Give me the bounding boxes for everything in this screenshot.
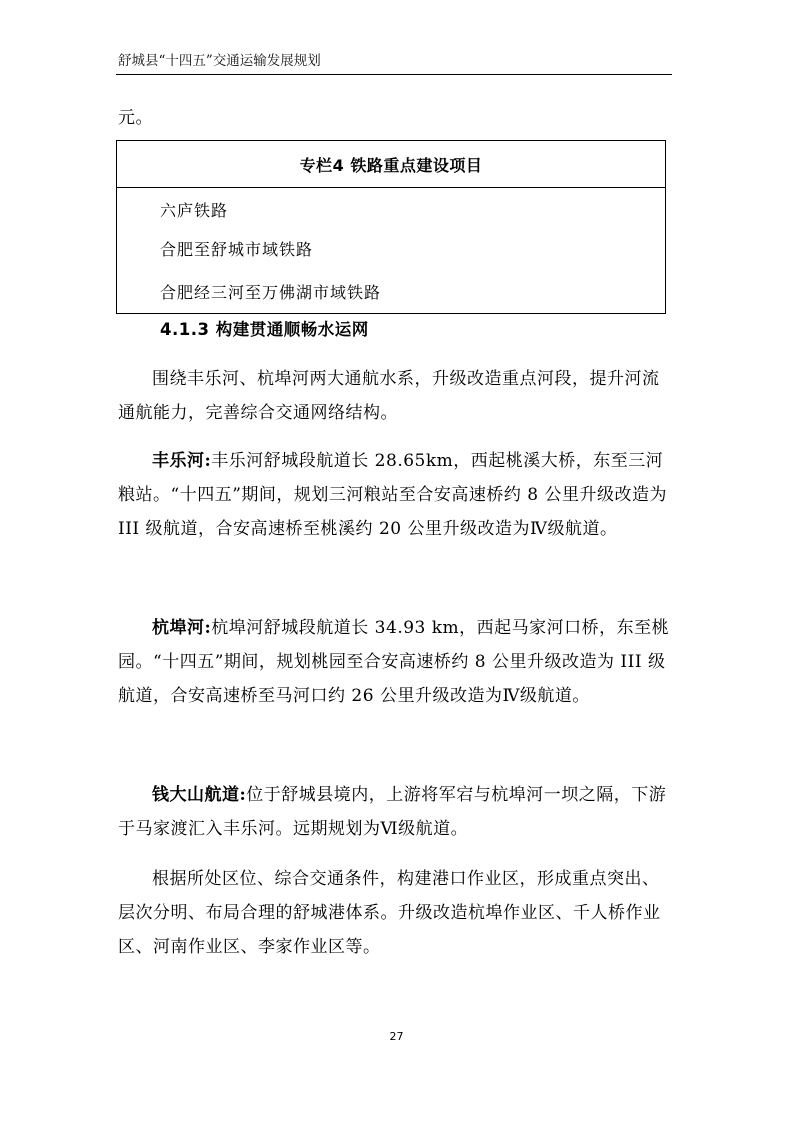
box-item: 六庐铁路 — [160, 201, 229, 220]
box-item: 合肥经三河至万佛湖市域铁路 — [160, 283, 382, 302]
page-number: 27 — [389, 1030, 404, 1043]
qiandashan-channel-text: 位于舒城县境内，上游将军宕与杭埠河一坝之隔，下游于马家渡汇入丰乐河。远期规划为Ⅵ级航道。 — [118, 785, 667, 839]
running-header: 舒城县“十四五”交通运输发展规划 — [118, 53, 321, 69]
fengle-river-paragraph — [118, 444, 676, 546]
hangbu-river-paragraph — [118, 611, 676, 713]
intro-paragraph: 围绕丰乐河、杭埠河两大通航水系，升级改造重点河段，提升河流通航能力，完善综合交通网络结构。 — [118, 369, 660, 423]
hangbu-river-label: 杭埠河: — [152, 618, 212, 638]
box-title: 专栏4 铁路重点建设项目 — [117, 141, 665, 188]
hangbu-river-text: 杭埠河舒城段航道长 34.93 km，西起马家河口桥，东至桃园。“十四五”期间，规划桃园至合安高速桥约 8 公里升级改造为 III 级航道，合安高速桥至马河口约 26 公里升级改造为Ⅳ级航道。 — [118, 618, 670, 706]
continuation-text: 元。 — [118, 108, 153, 128]
box-item: 合肥至舒城市域铁路 — [160, 240, 314, 259]
qiandashan-channel-label: 钱大山航道: — [152, 785, 247, 805]
qiandashan-channel-paragraph — [118, 778, 676, 846]
port-paragraph: 根据所处区位、综合交通条件，构建港口作业区，形成重点突出、层次分明、布局合理的舒城港体系。升级改造杭埠作业区、千人桥作业区、河南作业区、李家作业区等。 — [118, 869, 661, 957]
fengle-river-label: 丰乐河: — [152, 451, 212, 471]
section-heading: 4.1.3 构建贯通顺畅水运网 — [160, 320, 369, 339]
header-divider — [116, 74, 672, 75]
fengle-river-text: 丰乐河舒城段航道长 28.65km，西起桃溪大桥，东至三河粮站。“十四五”期间，规划三河粮站至合安高速桥约 8 公里升级改造为 III 级航道，合安高速桥至桃溪约 20 公里升级改造为Ⅳ级航道。 — [118, 451, 668, 539]
